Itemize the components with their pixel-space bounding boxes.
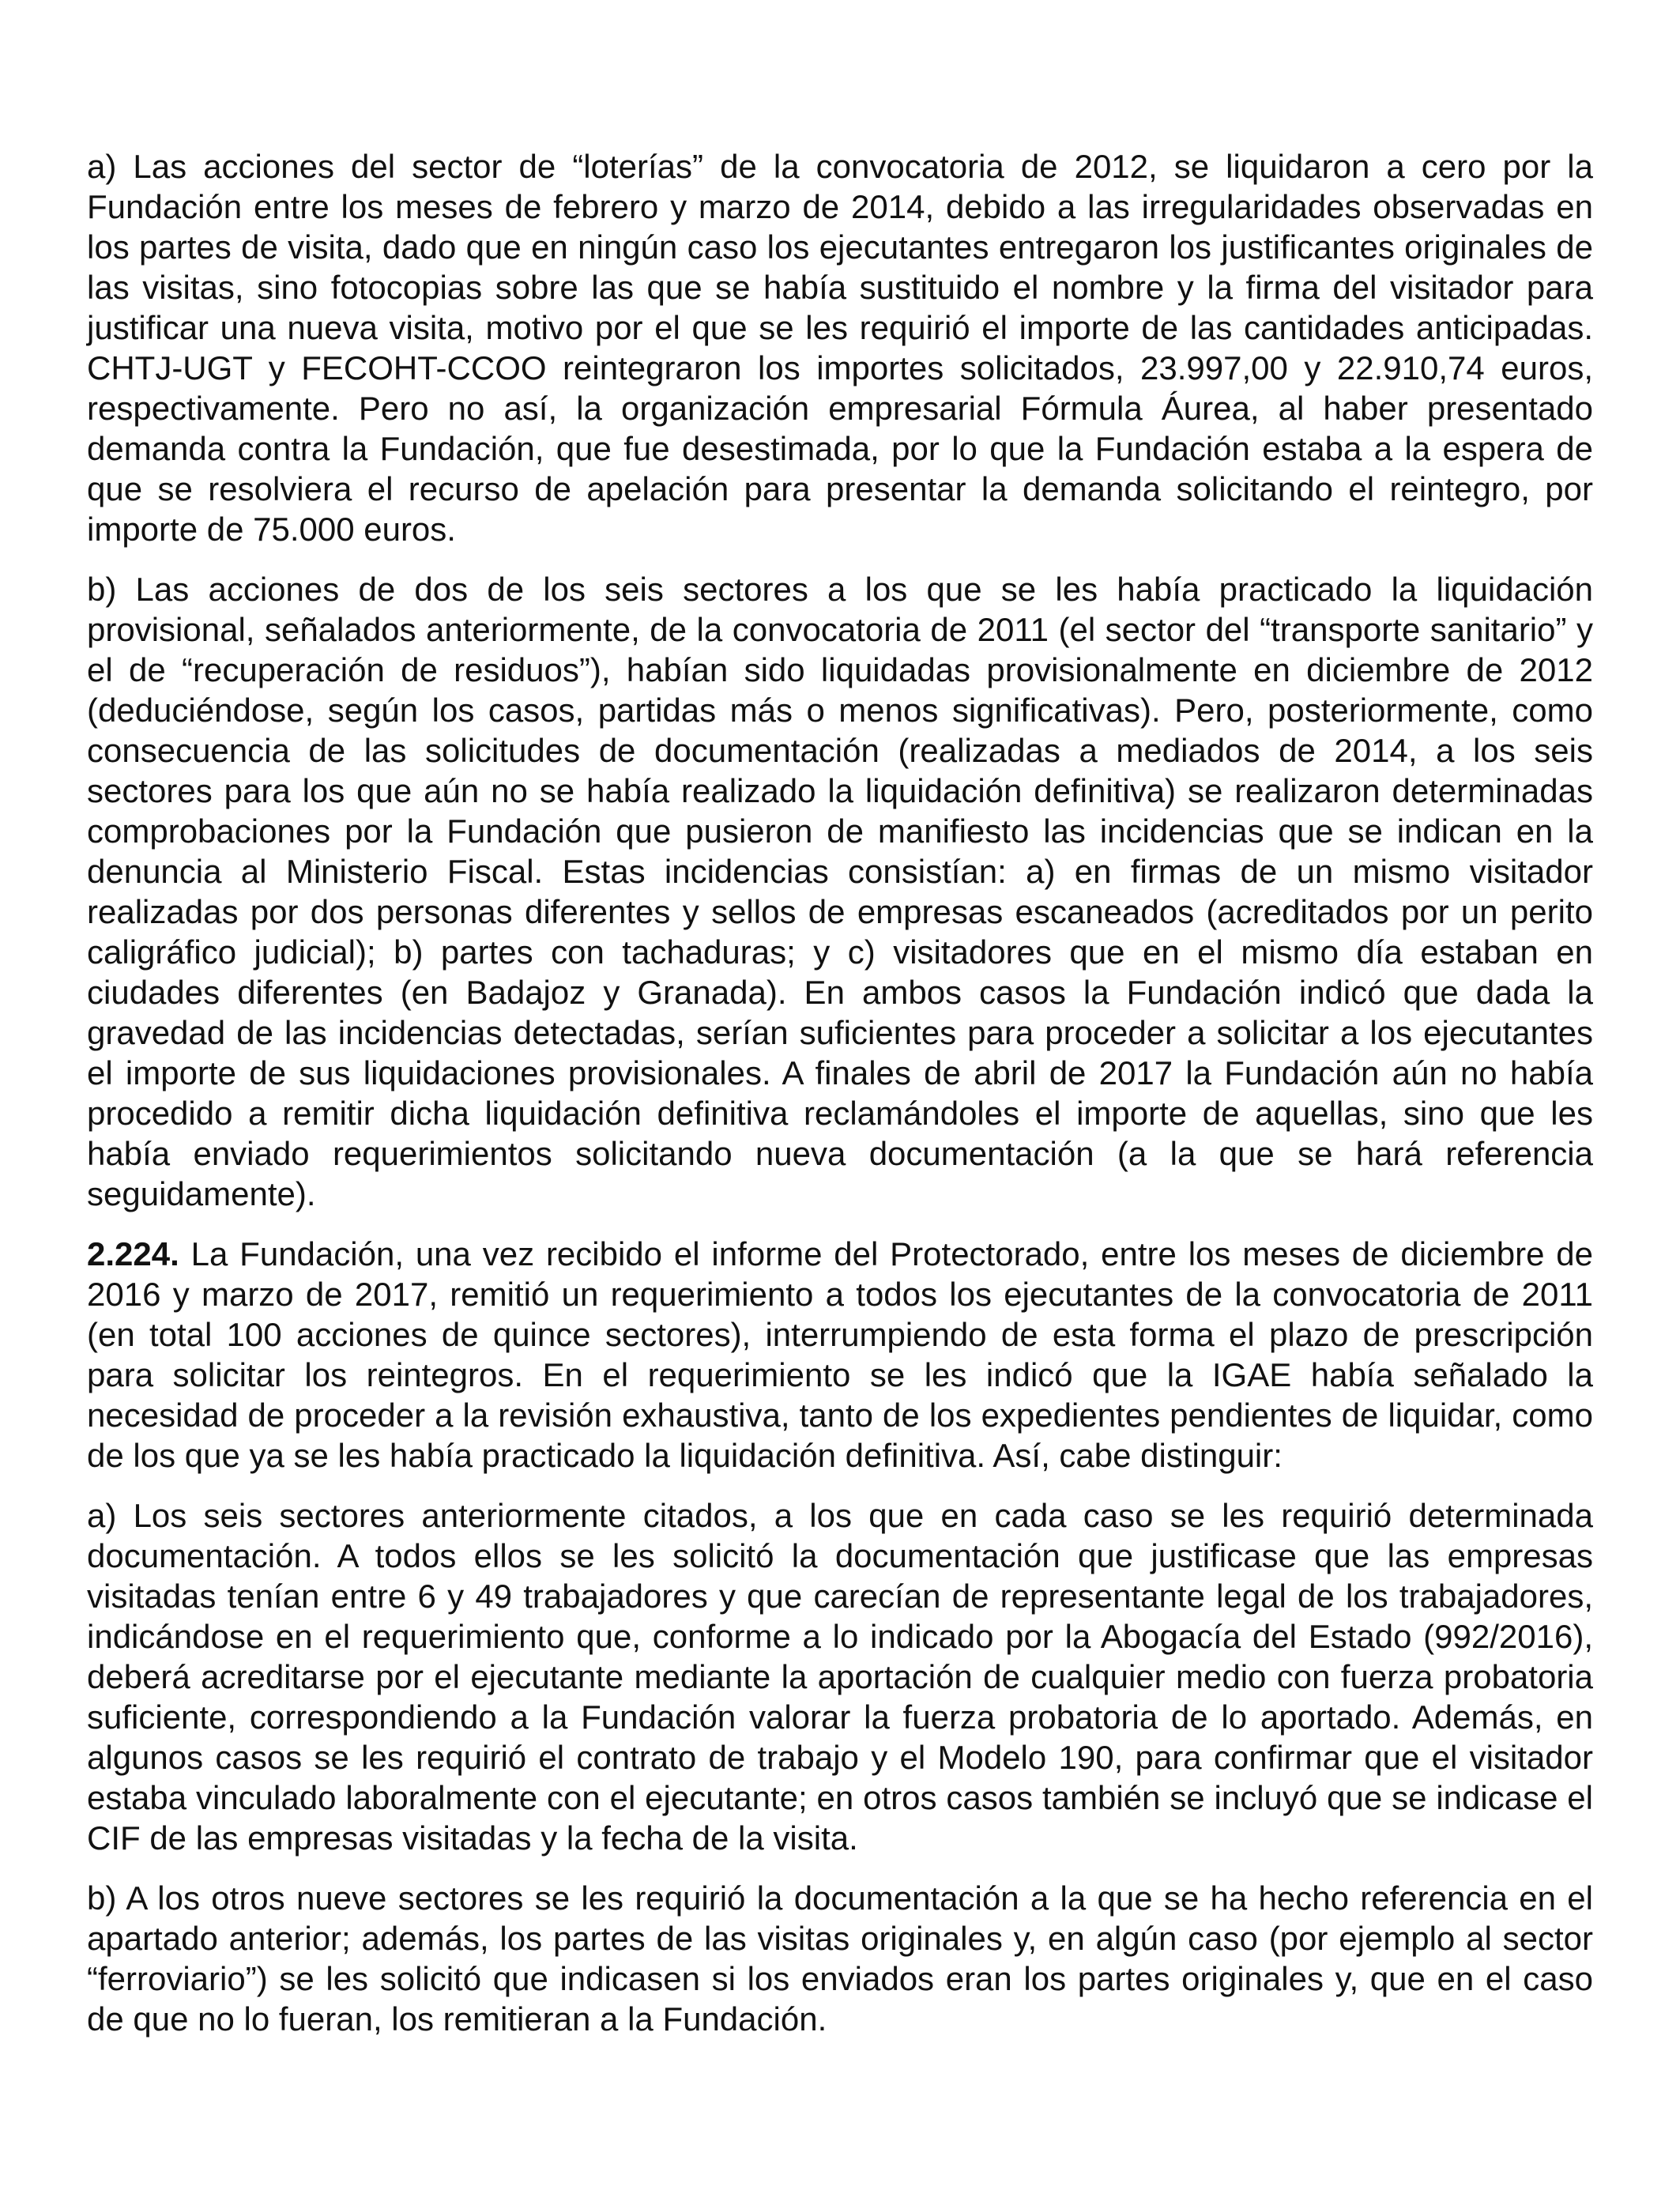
- paragraph-a-seis-sectores: [87, 1495, 1593, 1858]
- paragraph-b-sectores-2011: [87, 569, 1593, 1214]
- paragraph-text: b) A los otros nueve sectores se les requirió la documentación a la que se ha hecho referencia en el apartado anterior; además, los partes de las visitas originales y, en algún caso (por ejemplo al sector “ferroviario”) se les solicitó que indicasen si los enviados eran los partes originales y, que en el caso de que no lo fueran, los remitieran a la Fundación.: [87, 1879, 1593, 2038]
- paragraph-number: 2.224.: [87, 1235, 179, 1272]
- paragraph-text: La Fundación, una vez recibido el informe del Protectorado, entre los meses de diciembre de 2016 y marzo de 2017, remitió un requerimiento a todos los ejecutantes de la convocatoria de 2011 (en total 100 acciones de quince sectores), interrumpiendo de esta forma el plazo de prescripción para solicitar los reintegros. En el requerimiento se les indicó que la IGAE había señalado la necesidad de proceder a la revisión exhaustiva, tanto de los expedientes pendientes de liquidar, como de los que ya se les había practicado la liquidación definitiva. Así, cabe distinguir:: [87, 1235, 1593, 1474]
- paragraph-text: a) Las acciones del sector de “loterías” de la convocatoria de 2012, se liquidaron a cero por la Fundación entre los meses de febrero y marzo de 2014, debido a las irregularidades observadas en los partes de visita, dado que en ningún caso los ejecutantes entregaron los justificantes originales de las visitas, sino fotocopias sobre las que se había sustituido el nombre y la firma del visitador para justificar una nueva visita, motivo por el que se les requirió el importe de las cantidades anticipadas. CHTJ-UGT y FECOHT-CCOO reintegraron los importes solicitados, 23.997,00 y 22.910,74 euros, respectivamente. Pero no así, la organización empresarial Fórmula Áurea, al haber presentado demanda contra la Fundación, que fue desestimada, por lo que la Fundación estaba a la espera de que se resolviera el recurso de apelación para presentar la demanda solicitando el reintegro, por importe de 75.000 euros.: [87, 148, 1593, 548]
- paragraph-b-nueve-sectores: [87, 1878, 1593, 2039]
- paragraph-a-loterias: [87, 146, 1593, 549]
- paragraph-2-224: [87, 1234, 1593, 1476]
- document-body: [87, 146, 1593, 2059]
- paragraph-text: a) Los seis sectores anteriormente citados, a los que en cada caso se les requirió determinada documentación. A todos ellos se les solicitó la documentación que justificase que las empresas visitadas tenían entre 6 y 49 trabajadores y que carecían de representante legal de los trabajadores, indicándose en el requerimiento que, conforme a lo indicado por la Abogacía del Estado (992/2016), deberá acreditarse por el ejecutante mediante la aportación de cualquier medio con fuerza probatoria suficiente, correspondiendo a la Fundación valorar la fuerza probatoria de lo aportado. Además, en algunos casos se les requirió el contrato de trabajo y el Modelo 190, para confirmar que el visitador estaba vinculado laboralmente con el ejecutante; en otros casos también se incluyó que se indicase el CIF de las empresas visitadas y la fecha de la visita.: [87, 1497, 1593, 1857]
- paragraph-text: b) Las acciones de dos de los seis sectores a los que se les había practicado la liquidación provisional, señalados anteriormente, de la convocatoria de 2011 (el sector del “transporte sanitario” y el de “recuperación de residuos”), habían sido liquidadas provisionalmente en diciembre de 2012 (deduciéndose, según los casos, partidas más o menos significativas). Pero, posteriormente, como consecuencia de las solicitudes de documentación (realizadas a mediados de 2014, a los seis sectores para los que aún no se había realizado la liquidación definitiva) se realizaron determinadas comprobaciones por la Fundación que pusieron de manifiesto las incidencias que se indican en la denuncia al Ministerio Fiscal. Estas incidencias consistían: a) en firmas de un mismo visitador realizadas por dos personas diferentes y sellos de empresas escaneados (acreditados por un perito caligráfico judicial); b) partes con tachaduras; y c) visitadores que en el mismo día estaban en ciudades diferentes (en Badajoz y Granada). En ambos casos la Fundación indicó que dada la gravedad de las incidencias detectadas, serían suficientes para proceder a solicitar a los ejecutantes el importe de sus liquidaciones provisionales. A finales de abril de 2017 la Fundación aún no había procedido a remitir dicha liquidación definitiva reclamándoles el importe de aquellas, sino que les había enviado requerimientos solicitando nueva documentación (a la que se hará referencia seguidamente).: [87, 571, 1593, 1212]
